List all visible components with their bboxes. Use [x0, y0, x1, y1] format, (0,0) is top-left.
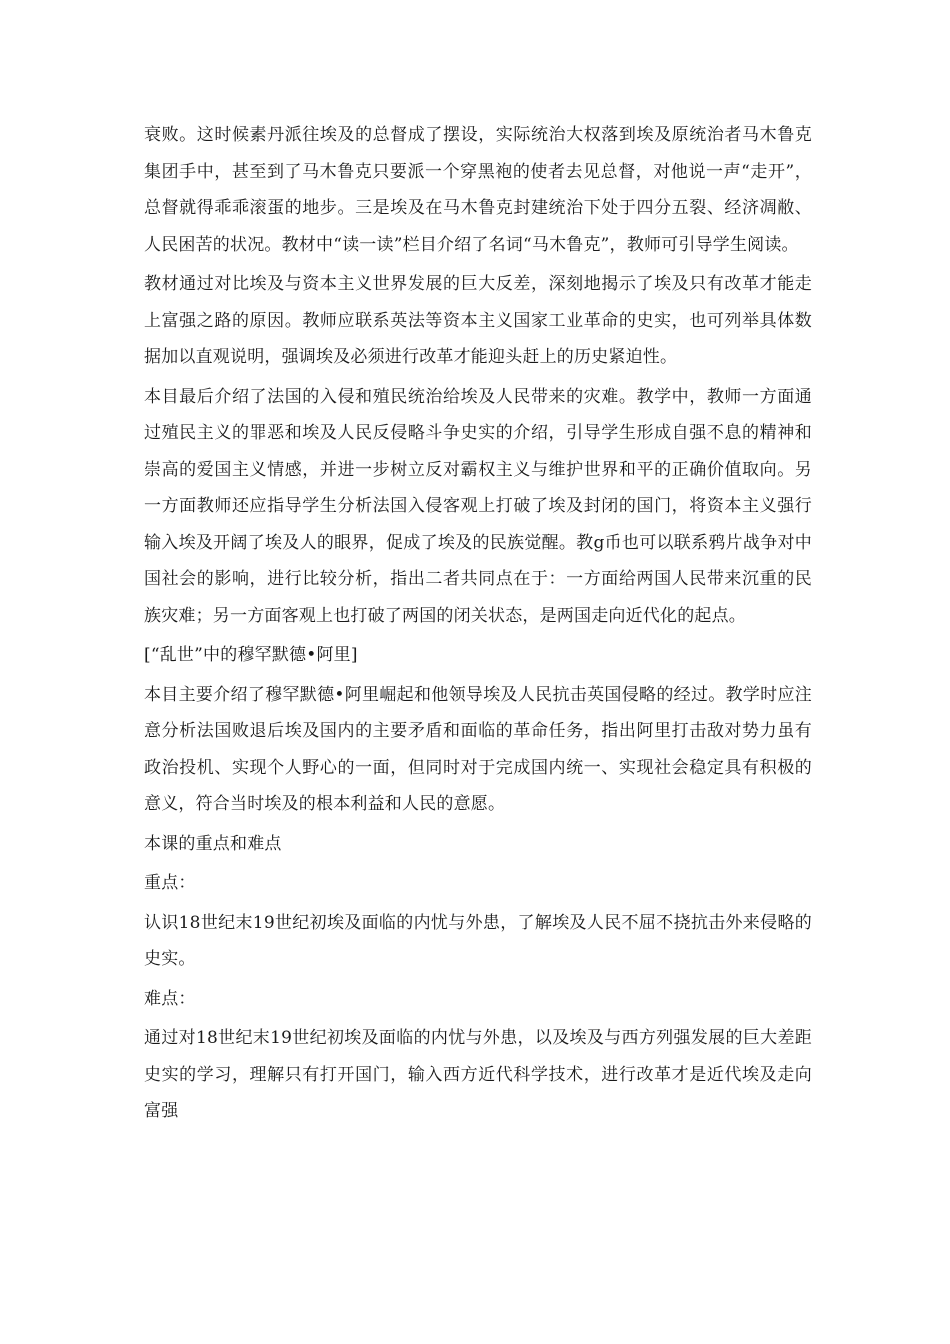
- paragraph-difficult-points: 通过对18世纪末19世纪初埃及面临的内忧与外患，以及埃及与西方列强发展的巨大差距史实的学习，理解只有打开国门，输入西方近代科学技术，进行改革才是近代埃及走向富强: [144, 1028, 812, 1121]
- section-heading-muhammad-ali: [“乱世”中的穆罕默德•阿里]: [144, 645, 358, 665]
- paragraph-reform-contrast: 教材通过对比埃及与资本主义世界发展的巨大反差，深刻地揭示了埃及只有改革才能走上富强之路的原因。教师应联系英法等资本主义国家工业革命的史实，也可列举具体数据加以直观说明，强调埃及必须进行改革才能迎头赶上的历史紧迫性。: [144, 274, 812, 367]
- paragraph-french-invasion: 本目最后介绍了法国的入侵和殖民统治给埃及人民带来的灾难。教学中，教师一方面通过殖民主义的罪恶和埃及人民反侵略斗争史实的介绍，引导学生形成自强不息的精神和崇高的爱国主义情感，并进一步树立反对霸权主义与维护世界和平的正确价值取向。另一方面教师还应指导学生分析法国入侵客观上打破了埃及封闭的国门，将资本主义强行输入埃及开阔了埃及人的眼界，促成了埃及的民族觉醒。教g币也可以联系鸦片战争对中国社会的影响，进行比较分析，指出二者共同点在于：一方面给两国人民带来沉重的民族灾难；另一方面客观上也打破了两国的闭关状态，是两国走向近代化的起点。: [144, 386, 812, 626]
- label-key-points: 重点：: [144, 873, 196, 893]
- paragraph-muhammad-ali: 本目主要介绍了穆罕默德•阿里崛起和他领导埃及人民抗击英国侵略的经过。教学时应注意分析法国败退后埃及国内的主要矛盾和面临的革命任务，指出阿里打击敌对势力虽有政治投机、实现个人野心的一面，但同时对于完成国内统一、实现社会稳定具有积极的意义，符合当时埃及的根本利益和人民的意愿。: [144, 684, 812, 814]
- paragraph-key-points: 认识18世纪末19世纪初埃及面临的内忧与外患，了解埃及人民不屈不挠抗击外来侵略的史实。: [144, 912, 812, 969]
- document-page: [144, 117, 812, 1133]
- heading-key-and-difficult-points: 本课的重点和难点: [144, 833, 282, 854]
- label-difficult-points: 难点：: [144, 988, 196, 1009]
- paragraph-mamluk-decline: 衰败。这时候素丹派往埃及的总督成了摆设，实际统治大权落到埃及原统治者马木鲁克集团手中，甚至到了马木鲁克只要派一个穿黑袍的使者去见总督，对他说一声“走开”，总督就得乖乖滚蛋的地步。三是埃及在马木鲁克封建统治下处于四分五裂、经济凋敝、人民困苦的状况。教材中“读一读”栏目介绍了名词“马木鲁克”，教师可引导学生阅读。: [144, 125, 812, 255]
